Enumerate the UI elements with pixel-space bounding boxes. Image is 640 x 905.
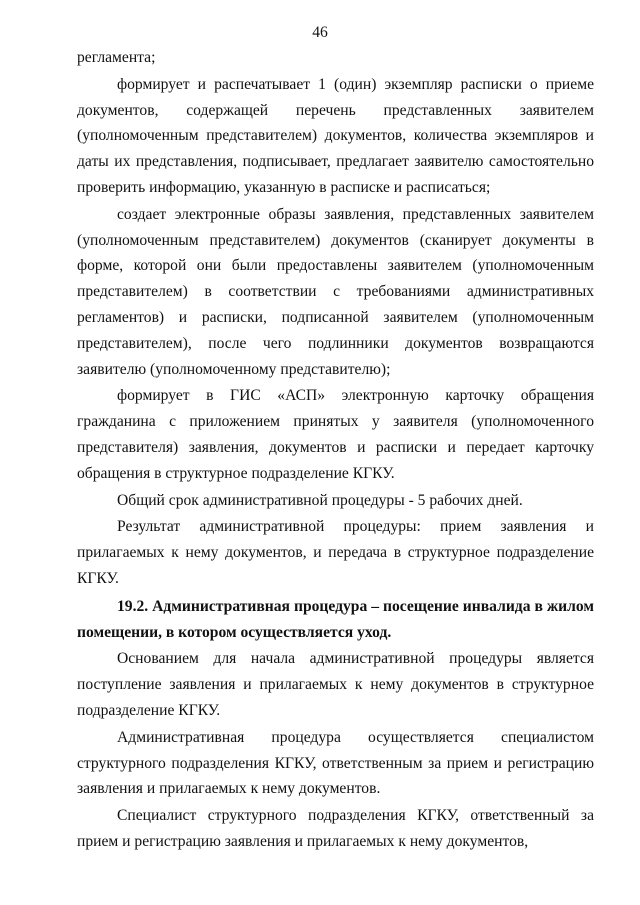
paragraph-continuation: регламента; (77, 49, 156, 66)
section-heading: 19.2. Административная процедура – посещение инвалида в жилом помещении, в котором осуществляется уход. (77, 597, 594, 641)
paragraph-total-term: Общий срок административной процедуры - 5 рабочих дней. (117, 491, 523, 509)
paragraph-receipt: формирует и распечатывает 1 (один) экземпляр расписки о приеме документов, содержащей перечень представленных заявителем (уполномоченным представителем) документов, количества экземпляров и даты их представления, подписывает, предлагает заявителю самостоятельно проверить информацию, указанную в расписке и расписаться; (77, 75, 594, 196)
paragraph-specialist: Специалист структурного подразделения КГКУ, ответственный за прием и регистрацию заявления и прилагаемых к нему документов, (77, 807, 594, 850)
paragraph-performer: Административная процедура осуществляется специалистом структурного подразделения КГКУ, ответственным за прием и регистрацию заявления и прилагаемых к нему документов. (77, 728, 594, 798)
paragraph-grounds: Основанием для начала административной процедуры является поступление заявления и прилагаемых к нему документов в структурное подразделение КГКУ. (77, 650, 594, 719)
document-body (77, 45, 594, 856)
paragraph-result: Результат административной процедуры: прием заявления и прилагаемых к нему документов, и передача в структурное подразделение КГКУ. (77, 518, 594, 587)
paragraph-gis-card: формирует в ГИС «АСП» электронную карточку обращения гражданина с приложением принятых у заявителя (уполномоченного представителя) заявления, документов и расписки и передает карточку обращения в структурное подразделение КГКУ. (77, 387, 594, 482)
paragraph-electronic-images: создает электронные образы заявления, представленных заявителем (уполномоченным представителем) документов (сканирует документы в форме, которой они были предоставлены заявителем (уполномоченным представителем) в соответствии с требованиями административных регламентов) и расписки, подписанной заявителем (уполномоченным представителем), после чего подлинники документов возвращаются заявителю (уполномоченному представителю); (77, 205, 594, 378)
page-number: 46 (312, 24, 328, 41)
